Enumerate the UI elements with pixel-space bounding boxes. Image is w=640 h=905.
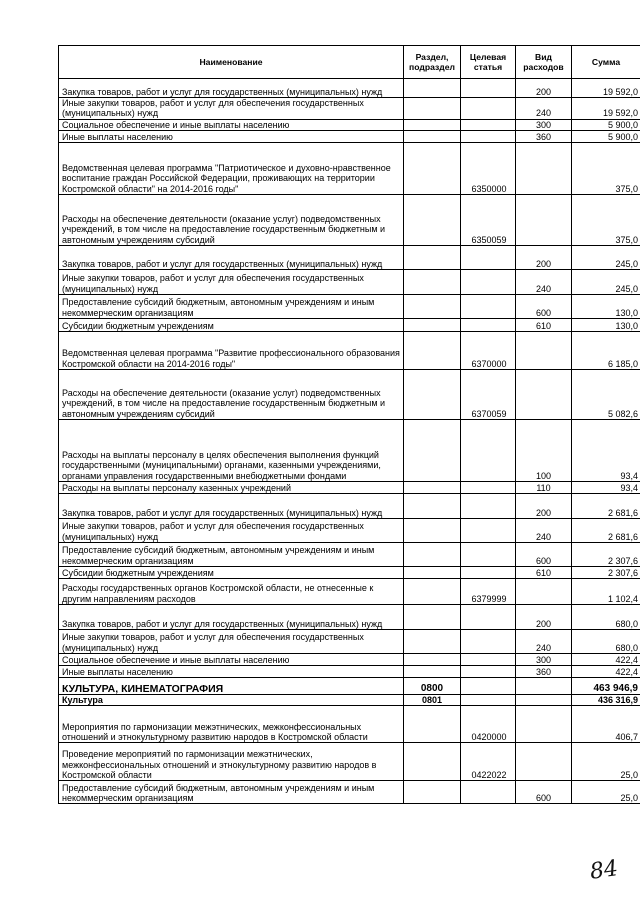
table-row bbox=[59, 419, 640, 481]
budget-table-sheet bbox=[58, 45, 638, 804]
table-row bbox=[59, 318, 640, 331]
row-section bbox=[404, 419, 461, 481]
row-sum: 5 900,0 bbox=[572, 119, 640, 130]
row-section bbox=[404, 665, 461, 677]
row-type bbox=[516, 706, 572, 743]
table-row bbox=[59, 245, 640, 269]
table-row bbox=[59, 743, 640, 781]
row-target: 0422022 bbox=[461, 743, 516, 781]
table-row bbox=[59, 269, 640, 294]
row-name: Мероприятия по гармонизации межэтнических, межконфессиональных отношений и этнокультурному развитию народов в Костромской области bbox=[59, 706, 404, 743]
row-sum: 2 307,6 bbox=[572, 566, 640, 578]
row-section bbox=[404, 653, 461, 665]
table-row bbox=[59, 194, 640, 245]
row-name: Социальное обеспечение и иные выплаты населению bbox=[59, 119, 404, 130]
row-target: 6370000 bbox=[461, 331, 516, 369]
table-row bbox=[59, 706, 640, 743]
row-target bbox=[461, 665, 516, 677]
row-name: Иные закупки товаров, работ и услуг для обеспечения государственных (муниципальных) нужд bbox=[59, 629, 404, 653]
budget-table bbox=[58, 45, 640, 804]
row-sum: 1 102,4 bbox=[572, 578, 640, 604]
row-name: Закупка товаров, работ и услуг для государственных (муниципальных) нужд bbox=[59, 493, 404, 518]
row-section bbox=[404, 119, 461, 130]
table-row bbox=[59, 79, 640, 98]
row-target bbox=[461, 318, 516, 331]
row-target bbox=[461, 518, 516, 542]
row-target bbox=[461, 542, 516, 566]
row-name: Проведение мероприятий по гармонизации межэтнических, межконфессиональных отношений и этнокультурному развитию народов в Костромской области bbox=[59, 743, 404, 781]
row-type bbox=[516, 743, 572, 781]
row-type: 240 bbox=[516, 269, 572, 294]
row-name: Иные выплаты населению bbox=[59, 130, 404, 142]
row-section bbox=[404, 604, 461, 629]
row-target bbox=[461, 294, 516, 318]
row-name: Ведомственная целевая программа "Патриотическое и духовно-нравственное воспитание граждан Российской Федерации, проживающих на территории Костромской области" на 2014-2016 годы" bbox=[59, 142, 404, 194]
row-name: Предоставление субсидий бюджетным, автономным учреждениям и иным некоммерческим организациям bbox=[59, 294, 404, 318]
row-target bbox=[461, 781, 516, 804]
row-sum: 130,0 bbox=[572, 294, 640, 318]
row-section: 0800 bbox=[404, 677, 461, 694]
row-name: Иные закупки товаров, работ и услуг для обеспечения государственных (муниципальных) нужд bbox=[59, 98, 404, 120]
row-name: Расходы на обеспечение деятельности (оказание услуг) подведомственных учреждений, в том числе на предоставление государственным бюджетным и автономным учреждениям субсидий bbox=[59, 194, 404, 245]
row-name: Расходы на выплаты персоналу казенных учреждений bbox=[59, 481, 404, 493]
row-type: 600 bbox=[516, 781, 572, 804]
table-row bbox=[59, 542, 640, 566]
row-section bbox=[404, 518, 461, 542]
table-row bbox=[59, 677, 640, 694]
row-name: Расходы государственных органов Костромской области, не отнесенные к другим направлениям расходов bbox=[59, 578, 404, 604]
row-sum: 19 592,0 bbox=[572, 98, 640, 120]
row-type bbox=[516, 694, 572, 705]
table-row bbox=[59, 653, 640, 665]
row-name: КУЛЬТУРА, КИНЕМАТОГРАФИЯ bbox=[59, 677, 404, 694]
row-type: 200 bbox=[516, 79, 572, 98]
table-row bbox=[59, 493, 640, 518]
row-target bbox=[461, 677, 516, 694]
row-sum: 130,0 bbox=[572, 318, 640, 331]
table-row bbox=[59, 369, 640, 419]
row-section bbox=[404, 743, 461, 781]
row-sum: 25,0 bbox=[572, 781, 640, 804]
row-name: Предоставление субсидий бюджетным, автономным учреждениям и иным некоммерческим организациям bbox=[59, 542, 404, 566]
row-sum: 245,0 bbox=[572, 269, 640, 294]
row-type: 300 bbox=[516, 119, 572, 130]
row-name: Субсидии бюджетным учреждениям bbox=[59, 566, 404, 578]
row-type bbox=[516, 331, 572, 369]
row-type: 360 bbox=[516, 665, 572, 677]
table-row bbox=[59, 578, 640, 604]
row-section bbox=[404, 194, 461, 245]
row-type bbox=[516, 677, 572, 694]
header-name: Наименование bbox=[59, 46, 404, 79]
row-type: 610 bbox=[516, 318, 572, 331]
row-name: Субсидии бюджетным учреждениям bbox=[59, 318, 404, 331]
row-target bbox=[461, 694, 516, 705]
row-type: 200 bbox=[516, 245, 572, 269]
row-target bbox=[461, 245, 516, 269]
row-sum: 463 946,9 bbox=[572, 677, 640, 694]
table-row bbox=[59, 629, 640, 653]
row-sum: 245,0 bbox=[572, 245, 640, 269]
table-row bbox=[59, 518, 640, 542]
row-type: 240 bbox=[516, 518, 572, 542]
table-row bbox=[59, 130, 640, 142]
row-name: Социальное обеспечение и иные выплаты населению bbox=[59, 653, 404, 665]
row-type: 600 bbox=[516, 294, 572, 318]
row-section bbox=[404, 130, 461, 142]
header-type: Вид расходов bbox=[516, 46, 572, 79]
row-section bbox=[404, 294, 461, 318]
row-target bbox=[461, 130, 516, 142]
table-row bbox=[59, 331, 640, 369]
row-sum: 2 307,6 bbox=[572, 542, 640, 566]
row-section bbox=[404, 566, 461, 578]
row-target bbox=[461, 566, 516, 578]
row-sum: 436 316,9 bbox=[572, 694, 640, 705]
row-target bbox=[461, 79, 516, 98]
row-section bbox=[404, 98, 461, 120]
row-target bbox=[461, 98, 516, 120]
row-target bbox=[461, 481, 516, 493]
row-type: 610 bbox=[516, 566, 572, 578]
row-type: 300 bbox=[516, 653, 572, 665]
row-target: 6379999 bbox=[461, 578, 516, 604]
table-body bbox=[59, 79, 640, 804]
row-section bbox=[404, 629, 461, 653]
row-type: 200 bbox=[516, 493, 572, 518]
row-target bbox=[461, 604, 516, 629]
row-name: Закупка товаров, работ и услуг для государственных (муниципальных) нужд bbox=[59, 604, 404, 629]
row-type: 240 bbox=[516, 629, 572, 653]
row-sum: 680,0 bbox=[572, 629, 640, 653]
row-sum: 93,4 bbox=[572, 419, 640, 481]
row-section bbox=[404, 331, 461, 369]
row-section bbox=[404, 706, 461, 743]
row-name: Иные выплаты населению bbox=[59, 665, 404, 677]
row-type bbox=[516, 142, 572, 194]
row-type: 240 bbox=[516, 98, 572, 120]
row-sum: 2 681,6 bbox=[572, 518, 640, 542]
row-section bbox=[404, 269, 461, 294]
header-section: Раздел, подраздел bbox=[404, 46, 461, 79]
row-type: 600 bbox=[516, 542, 572, 566]
page-number: 84 bbox=[588, 856, 620, 885]
table-row bbox=[59, 566, 640, 578]
row-target bbox=[461, 269, 516, 294]
row-target bbox=[461, 419, 516, 481]
row-section bbox=[404, 79, 461, 98]
row-section bbox=[404, 245, 461, 269]
row-name: Расходы на обеспечение деятельности (оказание услуг) подведомственных учреждений, в том числе на предоставление государственным бюджетным и автономным учреждениям субсидий bbox=[59, 369, 404, 419]
table-row bbox=[59, 781, 640, 804]
table-header-row bbox=[59, 46, 640, 79]
row-type bbox=[516, 369, 572, 419]
header-sum: Сумма bbox=[572, 46, 640, 79]
row-name: Ведомственная целевая программа "Развитие профессионального образования Костромской области на 2014-2016 годы" bbox=[59, 331, 404, 369]
row-type: 100 bbox=[516, 419, 572, 481]
row-target: 6350059 bbox=[461, 194, 516, 245]
row-name: Иные закупки товаров, работ и услуг для обеспечения государственных (муниципальных) нужд bbox=[59, 518, 404, 542]
row-sum: 375,0 bbox=[572, 194, 640, 245]
table-row bbox=[59, 119, 640, 130]
header-target: Целевая статья bbox=[461, 46, 516, 79]
row-type bbox=[516, 578, 572, 604]
row-section bbox=[404, 493, 461, 518]
row-section bbox=[404, 781, 461, 804]
row-sum: 93,4 bbox=[572, 481, 640, 493]
row-sum: 25,0 bbox=[572, 743, 640, 781]
table-row bbox=[59, 294, 640, 318]
row-sum: 406,7 bbox=[572, 706, 640, 743]
table-row bbox=[59, 604, 640, 629]
row-sum: 19 592,0 bbox=[572, 79, 640, 98]
row-name: Закупка товаров, работ и услуг для государственных (муниципальных) нужд bbox=[59, 79, 404, 98]
row-target bbox=[461, 653, 516, 665]
row-sum: 5 900,0 bbox=[572, 130, 640, 142]
row-sum: 6 185,0 bbox=[572, 331, 640, 369]
row-type: 110 bbox=[516, 481, 572, 493]
row-sum: 680,0 bbox=[572, 604, 640, 629]
row-target bbox=[461, 119, 516, 130]
row-type: 360 bbox=[516, 130, 572, 142]
row-type bbox=[516, 194, 572, 245]
row-target bbox=[461, 629, 516, 653]
row-name: Закупка товаров, работ и услуг для государственных (муниципальных) нужд bbox=[59, 245, 404, 269]
row-name: Предоставление субсидий бюджетным, автономным учреждениям и иным некоммерческим организациям bbox=[59, 781, 404, 804]
row-target: 0420000 bbox=[461, 706, 516, 743]
table-row bbox=[59, 665, 640, 677]
row-sum: 375,0 bbox=[572, 142, 640, 194]
table-row bbox=[59, 481, 640, 493]
row-sum: 2 681,6 bbox=[572, 493, 640, 518]
table-row bbox=[59, 694, 640, 705]
row-section bbox=[404, 481, 461, 493]
row-sum: 422,4 bbox=[572, 653, 640, 665]
row-target: 6370059 bbox=[461, 369, 516, 419]
row-section bbox=[404, 142, 461, 194]
row-name: Иные закупки товаров, работ и услуг для обеспечения государственных (муниципальных) нужд bbox=[59, 269, 404, 294]
row-target: 6350000 bbox=[461, 142, 516, 194]
row-target bbox=[461, 493, 516, 518]
table-row bbox=[59, 98, 640, 120]
row-section: 0801 bbox=[404, 694, 461, 705]
row-section bbox=[404, 578, 461, 604]
row-sum: 422,4 bbox=[572, 665, 640, 677]
table-row bbox=[59, 142, 640, 194]
row-sum: 5 082,6 bbox=[572, 369, 640, 419]
row-section bbox=[404, 369, 461, 419]
row-type: 200 bbox=[516, 604, 572, 629]
row-name: Культура bbox=[59, 694, 404, 705]
row-section bbox=[404, 542, 461, 566]
row-section bbox=[404, 318, 461, 331]
row-name: Расходы на выплаты персоналу в целях обеспечения выполнения функций государственными (муниципальными) органами, казенными учреждениями, органами управления государственными внебюджетными фондами bbox=[59, 419, 404, 481]
